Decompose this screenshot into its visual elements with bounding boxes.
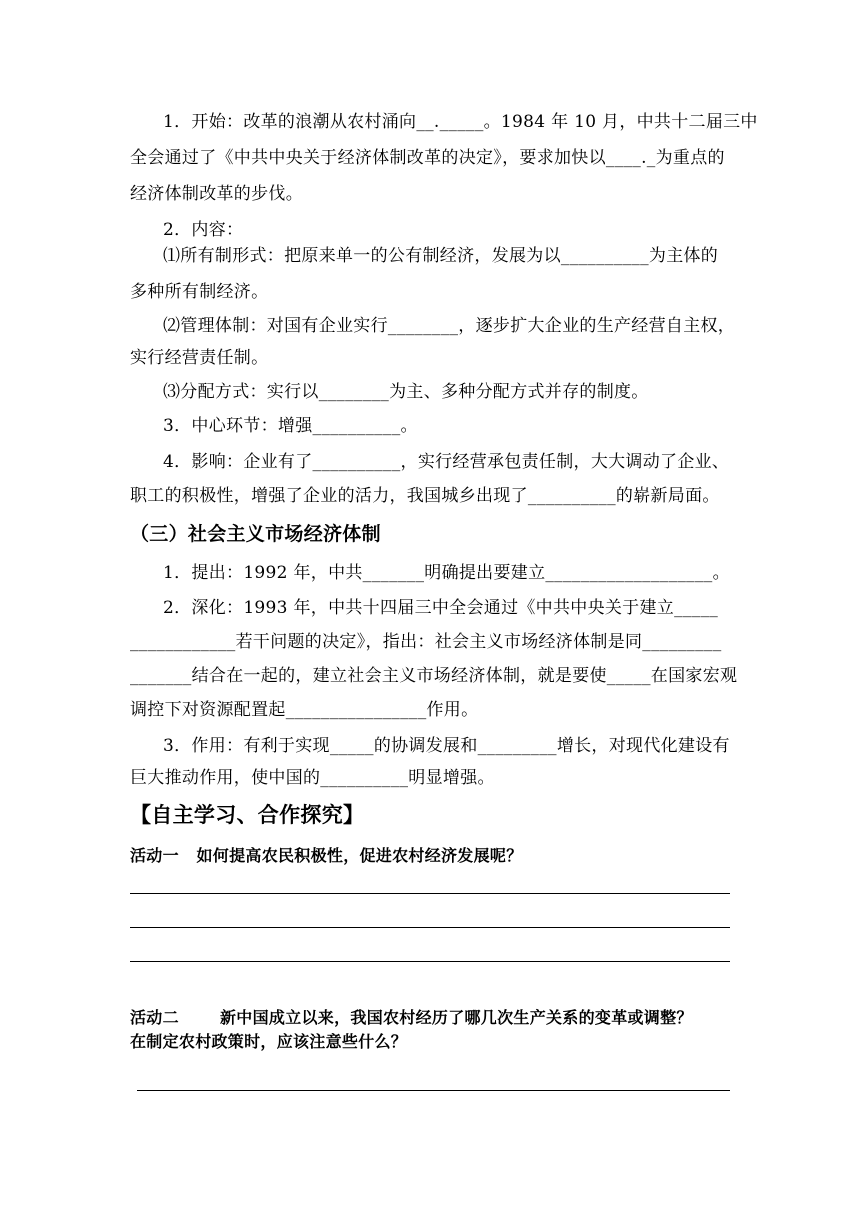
answer-line-4	[137, 1090, 730, 1091]
answer-line-1	[130, 893, 730, 894]
activity-two-question-line-2: 在制定农村政策时，应该注意些什么？	[130, 1032, 408, 1051]
role-line-2: 巨大推动作用，使中国的__________明显增强。	[130, 768, 495, 788]
management-line-2: 实行经营责任制。	[130, 348, 269, 368]
deepening-line-1: 2．深化：1993 年，中共十四届三中全会通过《中共中央关于建立_____	[163, 598, 719, 618]
section-heading-self-study: 【自主学习、合作探究】	[130, 803, 365, 827]
impact-line-1: 4．影响：企业有了__________，实行经营承包责任制，大大调动了企业、	[163, 452, 730, 472]
deepening-line-2: ____________若干问题的决定》，指出：社会主义市场经济体制是同_________	[130, 632, 722, 652]
answer-line-2	[130, 927, 730, 928]
start-line-3: 经济体制改革的步伐。	[130, 184, 303, 204]
activity-one-question: 活动一 如何提高农民积极性，促进农村经济发展呢？	[130, 846, 523, 865]
activity-two-question-line-1: 活动二 新中国成立以来，我国农村经历了哪几次生产关系的变革或调整？	[130, 1008, 693, 1027]
deepening-line-4: 调控下对资源配置起________________作用。	[130, 700, 479, 720]
impact-line-2: 职工的积极性，增强了企业的活力，我国城乡出现了__________的崭新局面。	[130, 486, 720, 506]
section-heading-market-economy: （三）社会主义市场经济体制	[130, 523, 381, 545]
distribution-line: ⑶分配方式：实行以________为主、多种分配方式并存的制度。	[163, 382, 649, 402]
ownership-line-1: ⑴所有制形式：把原来单一的公有制经济，发展为以__________为主体的	[163, 246, 719, 266]
central-link-line: 3．中心环节：增强__________。	[163, 416, 418, 436]
answer-line-3	[130, 961, 730, 962]
start-line-2: 全会通过了《中共中央关于经济体制改革的决定》，要求加快以____._为重点的	[130, 148, 725, 168]
content-heading: 2．内容：	[163, 220, 244, 240]
start-line-1: 1．开始：改革的浪潮从农村涌向__._____。1984 年 10 月，中共十二届三中	[163, 112, 758, 132]
management-line-1: ⑵管理体制：对国有企业实行________，逐步扩大企业的生产经营自主权，	[163, 316, 736, 336]
proposal-line: 1．提出：1992 年，中共_______明确提出要建立___________________。	[163, 563, 730, 583]
deepening-line-3: _______结合在一起的，建立社会主义市场经济体制，就是要使_____在国家宏观	[130, 666, 738, 686]
role-line-1: 3．作用：有利于实现_____的协调发展和_________增长，对现代化建设有	[163, 736, 730, 756]
ownership-line-2: 多种所有制经济。	[130, 282, 269, 302]
